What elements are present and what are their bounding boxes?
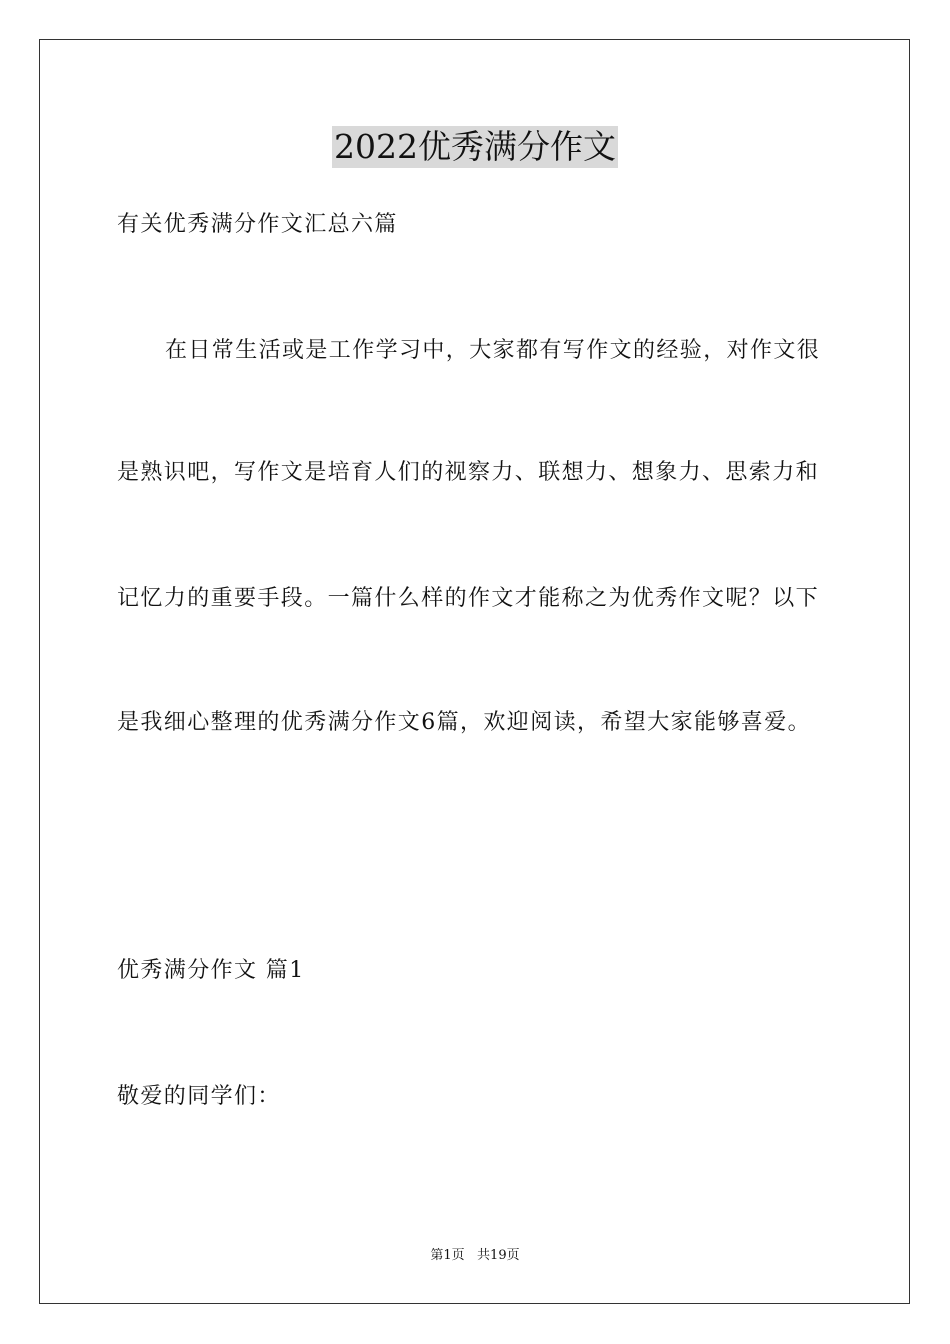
title-container xyxy=(0,126,950,168)
page-number-footer: 第1页 共19页 xyxy=(430,1248,520,1263)
section-heading: 优秀满分作文 篇1 xyxy=(117,958,305,983)
intro-line-1: 在日常生活或是工作学习中，大家都有写作文的经验，对作文很 xyxy=(165,338,821,363)
intro-line-2: 是熟识吧，写作文是培育人们的视察力、联想力、想象力、思索力和 xyxy=(117,460,820,485)
intro-line-4: 是我细心整理的优秀满分作文6篇，欢迎阅读，希望大家能够喜爱。 xyxy=(117,710,811,735)
document-subtitle: 有关优秀满分作文汇总六篇 xyxy=(117,212,398,237)
document-title: 2022优秀满分作文 xyxy=(334,127,616,166)
salutation: 敬爱的同学们： xyxy=(117,1084,281,1109)
intro-line-3: 记忆力的重要手段。一篇什么样的作文才能称之为优秀作文呢？以下 xyxy=(117,586,820,611)
